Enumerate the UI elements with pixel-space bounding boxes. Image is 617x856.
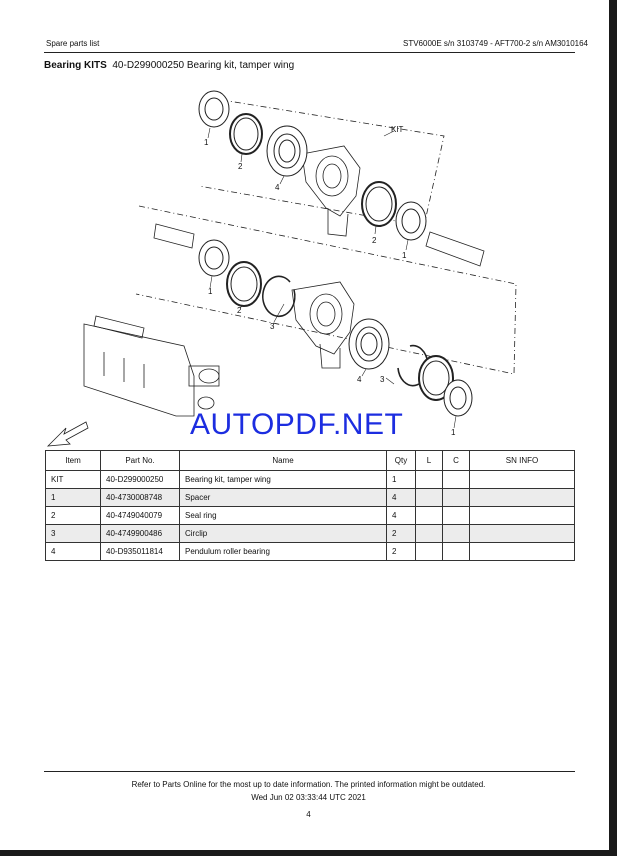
cell-c	[443, 525, 470, 543]
cell-qty: 2	[387, 525, 416, 543]
cell-qty: 1	[387, 471, 416, 489]
footer-note: Refer to Parts Online for the most up to date information. The printed information might be outdated.	[131, 780, 486, 789]
callout-3-a: 3	[270, 322, 275, 331]
viewer-edge-right	[609, 0, 617, 856]
cell-name: Seal ring	[180, 507, 387, 525]
part-4-roller-bearing-lower	[349, 319, 389, 369]
cell-qty: 4	[387, 507, 416, 525]
cell-qty: 4	[387, 489, 416, 507]
cell-sn-info	[470, 489, 575, 507]
part-2-seal-ring-top-left	[230, 114, 262, 154]
cell-item: 4	[46, 543, 101, 561]
tamper-frame-sketch	[84, 316, 219, 416]
section-title	[44, 60, 294, 71]
cell-sn-info	[470, 471, 575, 489]
footer-divider	[44, 771, 575, 772]
cell-l	[416, 489, 443, 507]
cell-name: Pendulum roller bearing	[180, 543, 387, 561]
cell-part-no: 40-4730008748	[101, 489, 180, 507]
part-2-seal-ring-lower-left	[227, 262, 261, 306]
upper-bearing-housing	[302, 146, 360, 236]
table-row	[46, 543, 575, 561]
cell-c	[443, 507, 470, 525]
part-2-seal-ring-top-right	[362, 182, 396, 226]
cell-sn-info	[470, 507, 575, 525]
cell-qty: 2	[387, 543, 416, 561]
header-divider	[44, 52, 575, 53]
cell-c	[443, 489, 470, 507]
col-header-qty: Qty	[387, 451, 416, 471]
table-row	[46, 507, 575, 525]
cell-part-no: 40-4749900486	[101, 525, 180, 543]
part-3-circlip-lower-left	[263, 276, 295, 316]
cell-l	[416, 543, 443, 561]
callout-2-c: 2	[237, 306, 242, 315]
callout-4-b: 4	[357, 375, 362, 384]
cell-item: 2	[46, 507, 101, 525]
cell-sn-info	[470, 543, 575, 561]
callout-1-c: 1	[208, 287, 213, 296]
cell-sn-info	[470, 525, 575, 543]
parts-table	[45, 450, 575, 561]
table-row	[46, 471, 575, 489]
table-row	[46, 525, 575, 543]
section-kit-title: 40-D299000250 Bearing kit, tamper wing	[112, 60, 295, 71]
col-header-part-no: Part No.	[101, 451, 180, 471]
cell-name: Bearing kit, tamper wing	[180, 471, 387, 489]
cell-c	[443, 543, 470, 561]
direction-arrow-icon	[48, 422, 88, 446]
callout-2-b: 2	[372, 236, 377, 245]
cell-name: Spacer	[180, 489, 387, 507]
part-1-spacer-lower-left	[199, 240, 229, 276]
cell-l	[416, 525, 443, 543]
callout-1-b: 1	[402, 251, 407, 260]
exploded-parts-diagram	[44, 76, 576, 450]
col-header-name: Name	[180, 451, 387, 471]
callout-kit: KIT	[391, 125, 404, 134]
callout-4-a: 4	[275, 183, 280, 192]
watermark-text: AUTOPDF.NET	[190, 408, 404, 441]
callout-3-b: 3	[380, 375, 385, 384]
cell-part-no: 40-D935011814	[101, 543, 180, 561]
col-header-c: C	[443, 451, 470, 471]
page-number: 4	[306, 810, 311, 819]
footer-date: Wed Jun 02 03:33:44 UTC 2021	[251, 793, 366, 802]
part-4-roller-bearing-top	[267, 126, 307, 176]
cell-item: 3	[46, 525, 101, 543]
cell-part-no: 40-4749040079	[101, 507, 180, 525]
cell-l	[416, 471, 443, 489]
table-row	[46, 489, 575, 507]
viewer-edge-bottom	[0, 850, 617, 856]
header-machine-serials: STV6000E s/n 3103749 - AFT700-2 s/n AM3010164	[402, 39, 588, 48]
cell-part-no: 40-D299000250	[101, 471, 180, 489]
cell-c	[443, 471, 470, 489]
callout-1-d: 1	[451, 428, 456, 437]
section-bold-label: Bearing KITS	[44, 60, 107, 71]
callout-2-a: 2	[238, 162, 243, 171]
part-1-spacer-top-left	[199, 91, 229, 127]
cell-name: Circlip	[180, 525, 387, 543]
parts-table-header-row	[46, 451, 575, 471]
callout-1-a: 1	[204, 138, 209, 147]
part-1-spacer-top-right	[396, 202, 426, 240]
cell-item: 1	[46, 489, 101, 507]
header-document-type: Spare parts list	[46, 39, 100, 48]
cell-item: KIT	[46, 471, 101, 489]
part-1-spacer-lower-right	[444, 380, 472, 416]
cell-l	[416, 507, 443, 525]
col-header-sn-info: SN INFO	[470, 451, 575, 471]
col-header-item: Item	[46, 451, 101, 471]
col-header-l: L	[416, 451, 443, 471]
lower-bearing-housing	[292, 282, 354, 368]
